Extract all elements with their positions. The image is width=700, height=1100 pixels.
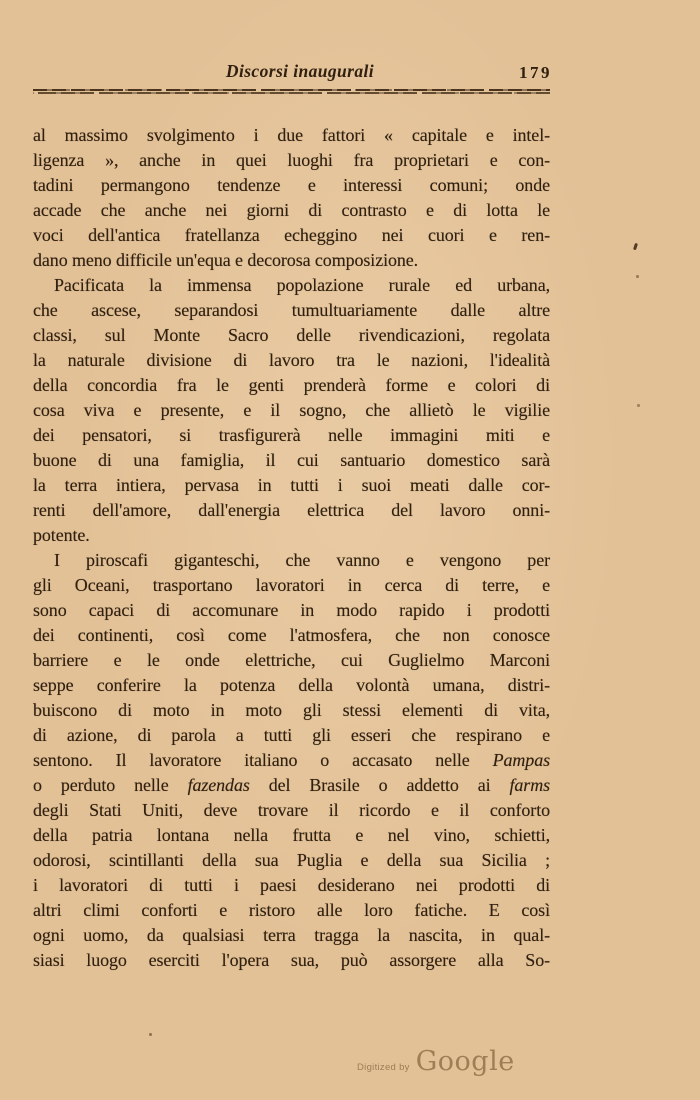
text-line: ogni uomo, da qualsiasi terra tragga la nascita, in qual- [33,925,550,945]
text-line: dei continenti, così come l'atmosfera, che non conosce [33,625,550,645]
text-line: I piroscafi giganteschi, che vanno e vengono per [54,550,550,570]
text-line: altri climi conforti e ristoro alle loro fatiche. E così [33,900,550,920]
text-line: degli Stati Uniti, deve trovare il ricordo e il conforto [33,800,550,820]
google-logo: Google [415,1046,515,1077]
text-line: buiscono di moto in moto gli stessi elementi di vita, [33,700,550,720]
text-line: ligenza », anche in quei luoghi fra proprietari e con- [33,150,550,170]
text-line: voci dell'antica fratellanza echeggino nei cuori e ren- [33,225,550,245]
text-line: barriere e le onde elettriche, cui Guglielmo Marconi [33,650,550,670]
scan-speck [149,1033,152,1036]
text-line: la naturale divisione di lavoro tra le nazioni, l'idealità [33,350,550,370]
text-line: tadini permangono tendenze e interessi comuni; onde [33,175,550,195]
text-line: i lavoratori di tutti i paesi desiderano nei prodotti di [33,875,550,895]
text-line: sono capaci di accomunare in modo rapido i prodotti [33,600,550,620]
scan-speck [633,243,638,250]
text-line: Pacificata la immensa popolazione rurale ed urbana, [54,275,550,295]
page-header-title: Discorsi inaugurali [225,61,375,81]
text-line: renti dell'amore, dall'energia elettrica del lavoro onni- [33,500,550,520]
watermark-text: Digitized by [357,1062,410,1073]
google-watermark [357,1046,515,1077]
scan-speck [636,275,639,278]
text-line: sentono. Il lavoratore italiano o accasato nelle Pampas [33,750,550,770]
text-line: accade che anche nei giorni di contrasto e di lotta le [33,200,550,220]
text-line: di azione, di parola a tutti gli esseri che respirano e [33,725,550,745]
text-line: siasi luogo eserciti l'opera sua, può assorgere alla So- [33,950,550,970]
text-line: odorosi, scintillanti della sua Puglia e della sua Sicilia ; [33,850,550,870]
text-line: al massimo svolgimento i due fattori « capitale e intel- [33,125,550,145]
page-number: 179 [519,63,552,82]
text-line: gli Oceani, trasportano lavoratori in cerca di terre, e [33,575,550,595]
scan-speck [637,404,640,407]
text-line: dei pensatori, si trasfigurerà nelle immagini miti e [33,425,550,445]
text-line: potente. [33,525,90,545]
text-line: la terra intiera, pervasa in tutti i suoi meati dalle cor- [33,475,550,495]
text-line: della patria lontana nella frutta e nel vino, schietti, [33,825,550,845]
text-line: seppe conferire la potenza della volontà umana, distri- [33,675,550,695]
text-line: buone di una famiglia, il cui santuario domestico sarà [33,450,550,470]
text-line: o perduto nelle fazendas del Brasile o addetto ai farms [33,775,550,795]
text-line: cosa viva e presente, e il sogno, che allietò le vigilie [33,400,550,420]
text-line: della concordia fra le genti prenderà forme e colori di [33,375,550,395]
body-text [33,123,550,973]
text-line: classi, sul Monte Sacro delle rivendicazioni, regolata [33,325,550,345]
text-line: dano meno difficile un'equa e decorosa composizione. [33,250,419,270]
header-rule [33,89,550,95]
text-line: che ascese, separandosi tumultuariamente dalle altre [33,300,550,320]
